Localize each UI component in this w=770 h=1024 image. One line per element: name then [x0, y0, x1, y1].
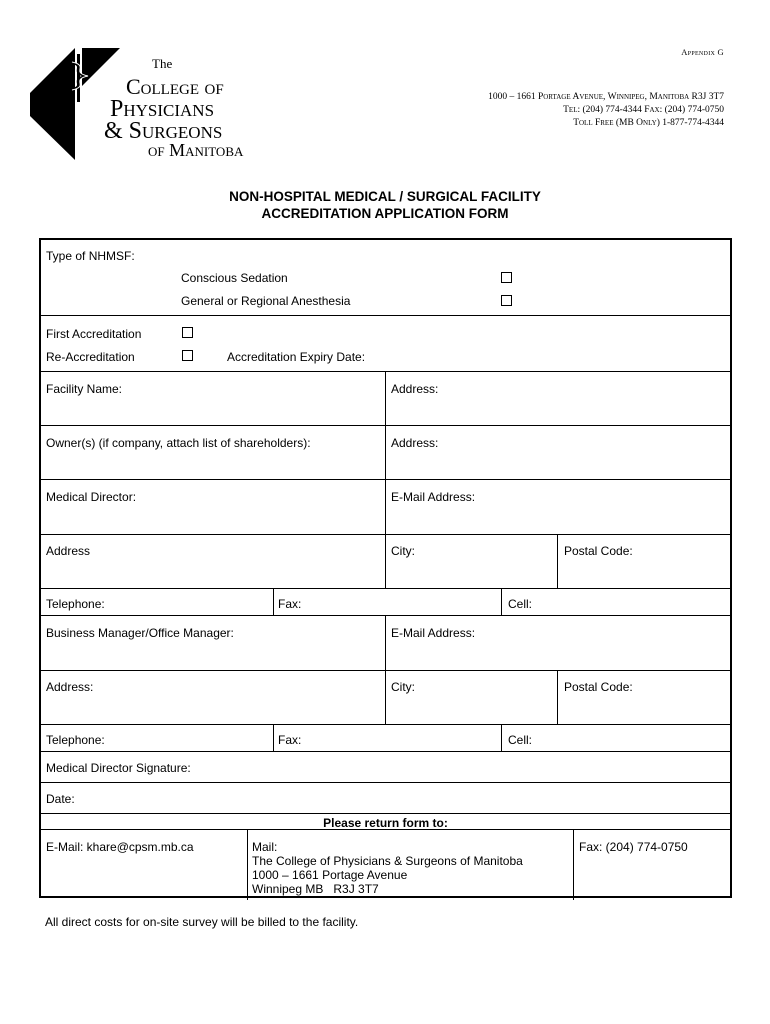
return-fax: Fax: (204) 774-0750 — [579, 840, 688, 854]
return-email: E-Mail: khare@cpsm.mb.ca — [46, 840, 194, 854]
return-heading: Please return form to: — [323, 816, 448, 830]
application-form — [39, 238, 732, 898]
md-fax-label: Fax: — [278, 597, 302, 611]
toll-free-line: Toll Free (MB Only) 1-877-774-4344 — [573, 118, 724, 128]
return-mail-line-3: Winnipeg MB R3J 3T7 — [252, 882, 379, 896]
conscious-sedation-label: Conscious Sedation — [181, 271, 288, 285]
svg-text:of Manitoba: of Manitoba — [148, 140, 244, 160]
return-mail-label: Mail: — [252, 840, 278, 854]
college-logo — [30, 48, 285, 160]
md-postal-code-label: Postal Code: — [564, 544, 633, 558]
md-cell-label: Cell: — [508, 597, 533, 611]
business-manager-label: Business Manager/Office Manager: — [46, 626, 234, 640]
bm-postal-code-label: Postal Code: — [564, 680, 633, 694]
bm-address-label: Address: — [46, 680, 94, 694]
signature-label: Medical Director Signature: — [46, 761, 191, 775]
logo-emblem-icon — [30, 48, 285, 160]
facility-address-label: Address: — [391, 382, 439, 396]
date-label: Date: — [46, 792, 75, 806]
return-mail-line-1: The College of Physicians & Surgeons of Manitoba — [252, 854, 523, 868]
bm-cell-label: Cell: — [508, 733, 533, 747]
re-accreditation-label: Re-Accreditation — [46, 350, 135, 364]
re-accreditation-checkbox[interactable] — [182, 350, 193, 361]
svg-text:The: The — [152, 56, 173, 71]
first-accreditation-checkbox[interactable] — [182, 327, 193, 338]
college-address — [384, 91, 724, 130]
title-line-2: ACCREDITATION APPLICATION FORM — [261, 206, 509, 221]
md-address-label: Address — [46, 544, 91, 558]
form-title — [0, 188, 770, 222]
anesthesia-label: General or Regional Anesthesia — [181, 294, 351, 308]
owners-address-label: Address: — [391, 436, 439, 450]
svg-text:& Surgeons: & Surgeons — [104, 118, 223, 144]
anesthesia-checkbox[interactable] — [501, 295, 512, 306]
nhmsf-type-label: Type of NHMSF: — [46, 249, 135, 263]
svg-text:Physicians: Physicians — [110, 96, 215, 122]
md-city-label: City: — [391, 544, 415, 558]
bm-fax-label: Fax: — [278, 733, 302, 747]
medical-director-label: Medical Director: — [46, 490, 137, 504]
bm-telephone-label: Telephone: — [46, 733, 105, 747]
expiry-date-label: Accreditation Expiry Date: — [227, 350, 366, 364]
first-accreditation-label: First Accreditation — [46, 327, 142, 341]
md-email-label: E-Mail Address: — [391, 490, 476, 504]
bm-email-label: E-Mail Address: — [391, 626, 476, 640]
phone-fax-line: Tel: (204) 774-4344 Fax: (204) 774-0750 — [563, 105, 724, 115]
appendix-label: Appendix G — [681, 47, 724, 57]
bm-city-label: City: — [391, 680, 415, 694]
conscious-sedation-checkbox[interactable] — [501, 272, 512, 283]
facility-name-label: Facility Name: — [46, 382, 123, 396]
owners-label: Owner(s) (if company, attach list of shareholders): — [46, 436, 311, 450]
title-line-1: NON-HOSPITAL MEDICAL / SURGICAL FACILITY — [229, 189, 541, 204]
address-line: 1000 – 1661 Portage Avenue, Winnipeg, Manitoba R3J 3T7 — [488, 92, 724, 102]
svg-text:College of: College of — [126, 74, 224, 99]
return-mail-line-2: 1000 – 1661 Portage Avenue — [252, 868, 408, 882]
billing-note: All direct costs for on-site survey will be billed to the facility. — [45, 915, 359, 929]
md-telephone-label: Telephone: — [46, 597, 105, 611]
